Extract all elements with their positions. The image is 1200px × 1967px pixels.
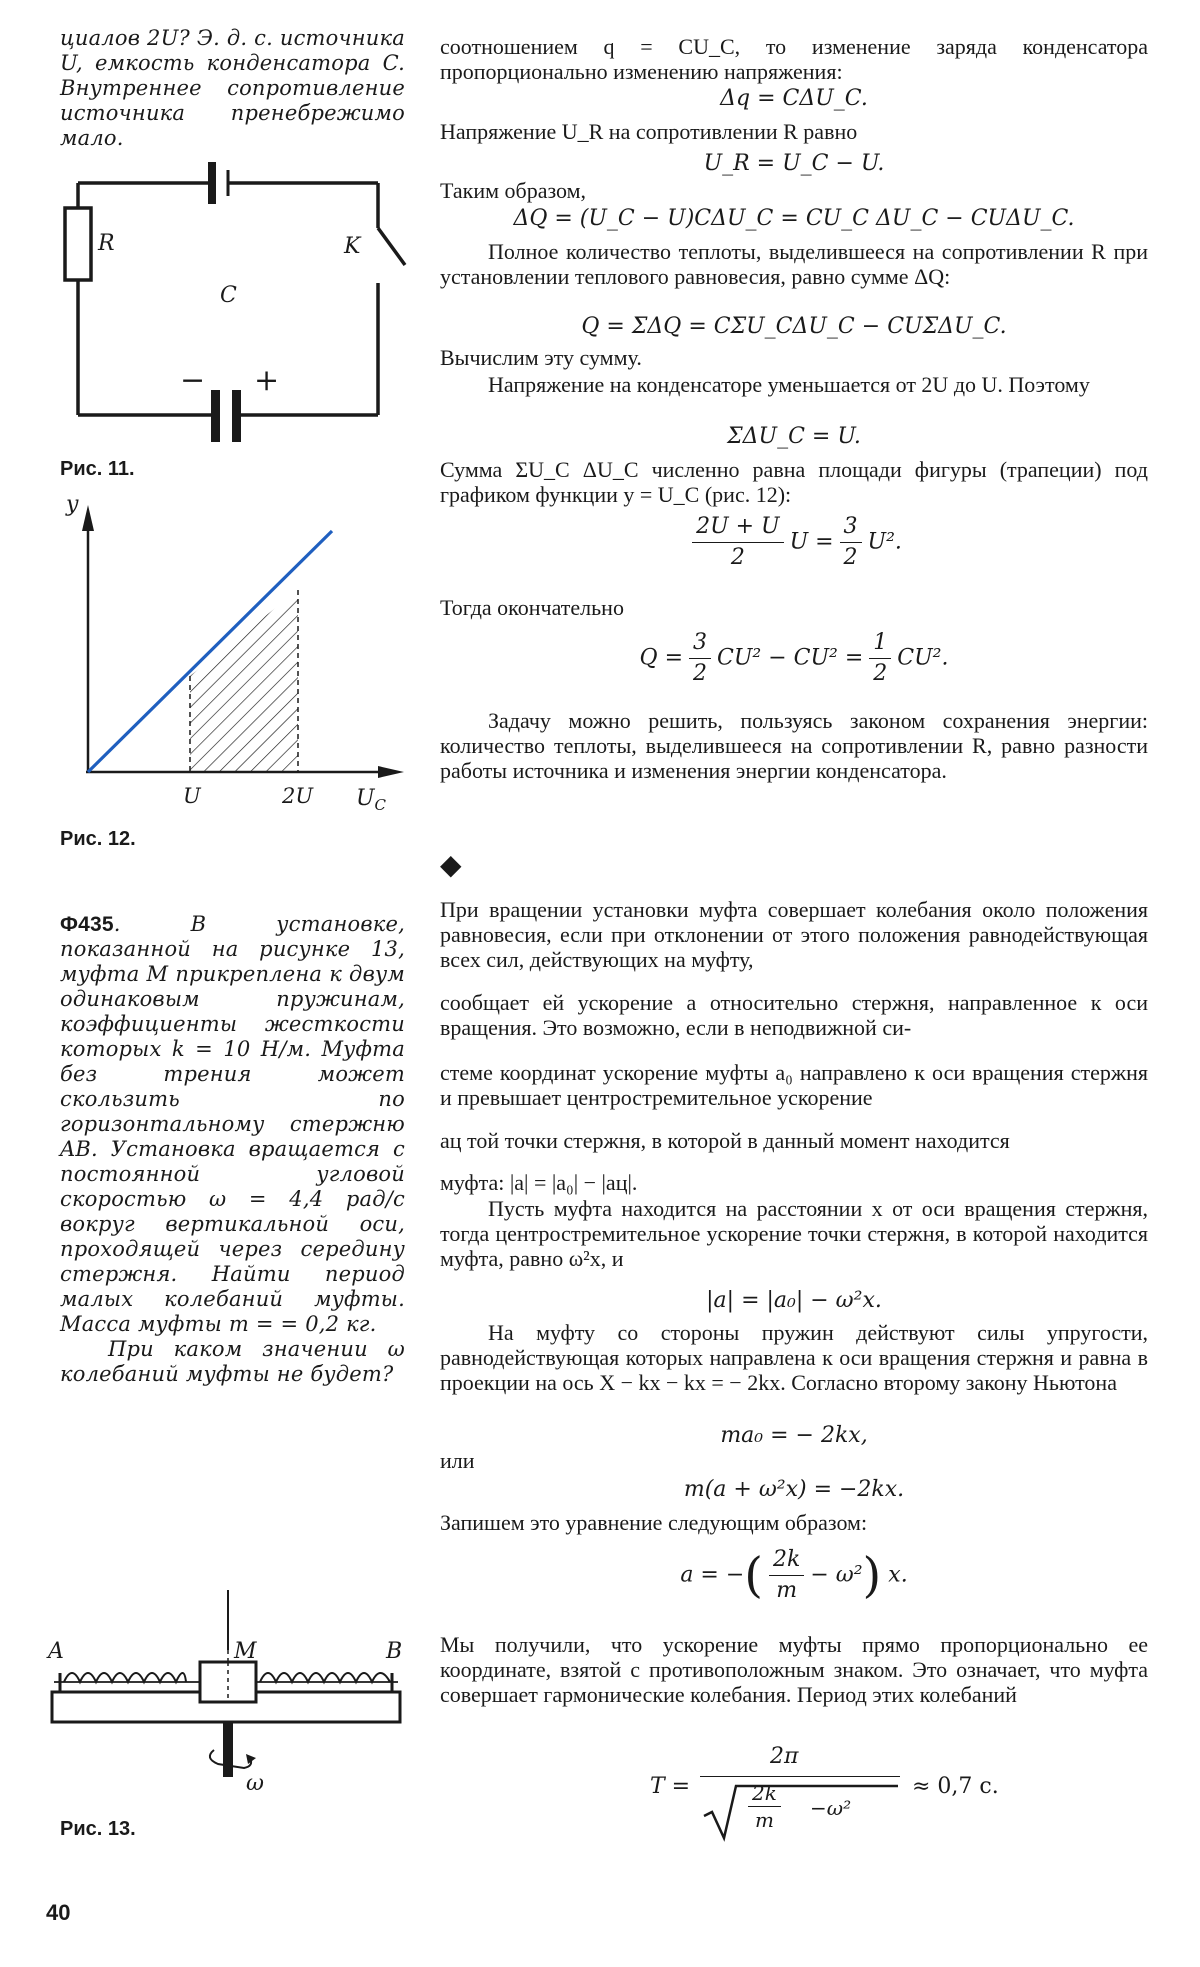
spring-right [260, 1673, 390, 1682]
equation-dq: Δq = CΔU_C. [720, 86, 868, 111]
equation-period: T = 2π $\frac{2k}{m}$ −ω² ≈ 0,7 с. [650, 1740, 1050, 1840]
label-r: R [98, 231, 115, 256]
solution-paragraph-5: муфта: |a| = |a₀| − |aц|. [440, 1170, 638, 1195]
right-paragraph-6: Напряжение на конденсаторе уменьшается от 2U до U. Поэтому [488, 372, 1090, 397]
fraction-6: $\frac{2k}{m}$ [748, 1780, 781, 1833]
figure-12-caption: Рис. 12. [60, 828, 136, 850]
sqrt-sign-icon [702, 1782, 902, 1842]
equation-newton-expanded: m(a + ω²x) = −2kx. [683, 1477, 905, 1502]
solution-paragraph-10: Мы получили, что ускорение муфты прямо пропорционально ее координате, взятой с противоположным знаком. Это означает, что муфта совершает гармонические колебания. Период этих колебаний [440, 1632, 1148, 1707]
y-axis-arrow [82, 505, 94, 531]
figure-13-device [50, 1590, 410, 1795]
right-paragraph-1: соотношением q = CU_C, то изменение заряда конденсатора пропорционально изменению напряжения: [440, 34, 1148, 84]
equation-newton: ma₀ = − 2kx, [720, 1423, 868, 1448]
problem-text: . В установке, показанной на рисунке 13, муфта M прикреплена к двум одинаковым пружинам, коэффициенты жесткости которых k = 10 Н/м. Муфта без трения может скользить по горизонтальному стержню AB. Установка вращается с постоянной угловой скоростью ω = 4,4 рад/с вокруг вертикальной оси, проходящей через середину стержня. Найти период малых колебаний муфты. Масса муфты m = = 0,2 кг. [60, 912, 405, 1336]
problem-question: При каком значении ω колебаний муфты не будет? [60, 1337, 405, 1386]
fraction-3: $\frac{3}{2}$ [689, 628, 711, 689]
right-paragraph-7: Сумма ΣU_C ΔU_C численно равна площади фигуры (трапеции) под графиком функции y = U_C (рис. 12): [440, 457, 1148, 507]
x-axis-arrow [378, 766, 404, 778]
figure-11-caption: Рис. 11. [60, 458, 135, 480]
solution-paragraph-2: сообщает ей ускорение a относительно стержня, направленное к оси вращения. Это возможно, если в неподвижной си- [440, 990, 1148, 1040]
spring-left [64, 1673, 186, 1682]
equation-ur: U_R = U_C − U. [703, 151, 885, 176]
fraction-4: $\frac{1}{2}$ [869, 628, 891, 689]
right-paragraph-8: Тогда окончательно [440, 595, 624, 620]
solution-paragraph-1: При вращении установки муфта совершает колебания около положения равновесия, если при отклонении от этого положения равнодействующая всех сил, действующих на муфту, [440, 897, 1148, 972]
capacitor-right-plate [232, 390, 241, 442]
tick-label-2u: 2U [282, 784, 314, 808]
label-m: M [234, 1639, 257, 1664]
equation-sum-du: ΣΔU_C = U. [727, 424, 861, 449]
problem-number: Ф435 [60, 913, 114, 936]
solution-paragraph-9: Запишем это уравнение следующим образом: [440, 1510, 868, 1535]
figure-11-circuit [48, 150, 388, 440]
vertical-shaft [223, 1722, 233, 1777]
label-a: A [48, 1639, 64, 1664]
equation-acceleration: a = −( $\frac{2k}{m}$ − ω²) x. [440, 1545, 1148, 1606]
right-paragraph-9: Задачу можно решить, пользуясь законом сохранения энергии: количество теплоты, выделившееся на сопротивлении R, равно разности работы источника и изменения энергии конденсатора. [440, 708, 1148, 783]
page-number: 40 [46, 1900, 71, 1925]
equation-q-sum: Q = ΣΔQ = CΣU_CΔU_C − CUΣΔU_C. [581, 314, 1007, 339]
label-uc: $U_C$ [356, 786, 387, 814]
capacitor-left-plate [211, 390, 220, 442]
resistor-r-symbol [65, 208, 91, 280]
label-c: C [220, 283, 237, 308]
section-diamond-icon: ◆ [440, 848, 462, 881]
solution-paragraph-6: Пусть муфта находится на расстоянии x от оси вращения стержня, тогда центростремительное ускорение точки стержня, в которой находится муфта, равно ω²x, и [440, 1196, 1148, 1271]
battery-long-plate [208, 162, 216, 204]
solution-paragraph-7: На муфту со стороны пружин действуют силы упругости, равнодействующая которых направлена к оси вращения стержня и равна в проекции на ось X − kx − kx = − 2kx. Согласно второму закону Ньютона [440, 1320, 1148, 1395]
figure-13-caption: Рис. 13. [60, 1818, 136, 1840]
label-plus: + [254, 363, 280, 398]
right-paragraph-2: Напряжение U_R на сопротивлении R равно [440, 119, 858, 144]
tick-label-u: U [183, 784, 201, 808]
fraction-5: $\frac{2k}{m}$ [769, 1545, 804, 1606]
equation-a-modulus: |a| = |a₀| − ω²x. [706, 1288, 882, 1313]
right-paragraph-3: Таким образом, [440, 178, 587, 203]
solution-paragraph-3: стеме координат ускорение муфты a₀ направлено к оси вращения стержня и превышает центростремительное ускорение [440, 1060, 1148, 1110]
label-minus: − [180, 363, 206, 398]
label-b: B [386, 1639, 403, 1664]
fraction-2: $\frac{3}{2}$ [840, 512, 862, 573]
equation-q-final: Q = $\frac{3}{2}$ CU² − CU² = $\frac{1}{2}$ CU². [440, 628, 1148, 689]
label-k: K [344, 234, 361, 259]
equation-dQ: ΔQ = (U_C − U)CΔU_C = CU_C ΔU_C − CUΔU_C. [513, 206, 1075, 231]
switch-k-lever [378, 228, 405, 265]
solution-paragraph-8: или [440, 1448, 475, 1473]
solution-paragraph-4: aц той точки стержня, в которой в данный момент находится [440, 1128, 1010, 1153]
problem-f435 [60, 912, 405, 1387]
right-paragraph-4: Полное количество теплоты, выделившееся на сопротивлении R при установлении теплового равновесия, равно сумме ΔQ: [440, 239, 1148, 289]
label-omega: ω [246, 1771, 264, 1796]
label-y: y [66, 492, 79, 517]
figure-12-graph [60, 492, 405, 825]
left-intro-text: циалов 2U? Э. д. с. источника U, емкость конденсатора C. Внутреннее сопротивление источника пренебрежимо мало. [60, 26, 405, 150]
equation-trapezoid-area: $\frac{2U + U}{2}$ U = $\frac{3}{2}$ U². [440, 512, 1148, 573]
fraction-1: $\frac{2U + U}{2}$ [692, 512, 784, 573]
right-paragraph-5: Вычислим эту сумму. [440, 345, 642, 370]
